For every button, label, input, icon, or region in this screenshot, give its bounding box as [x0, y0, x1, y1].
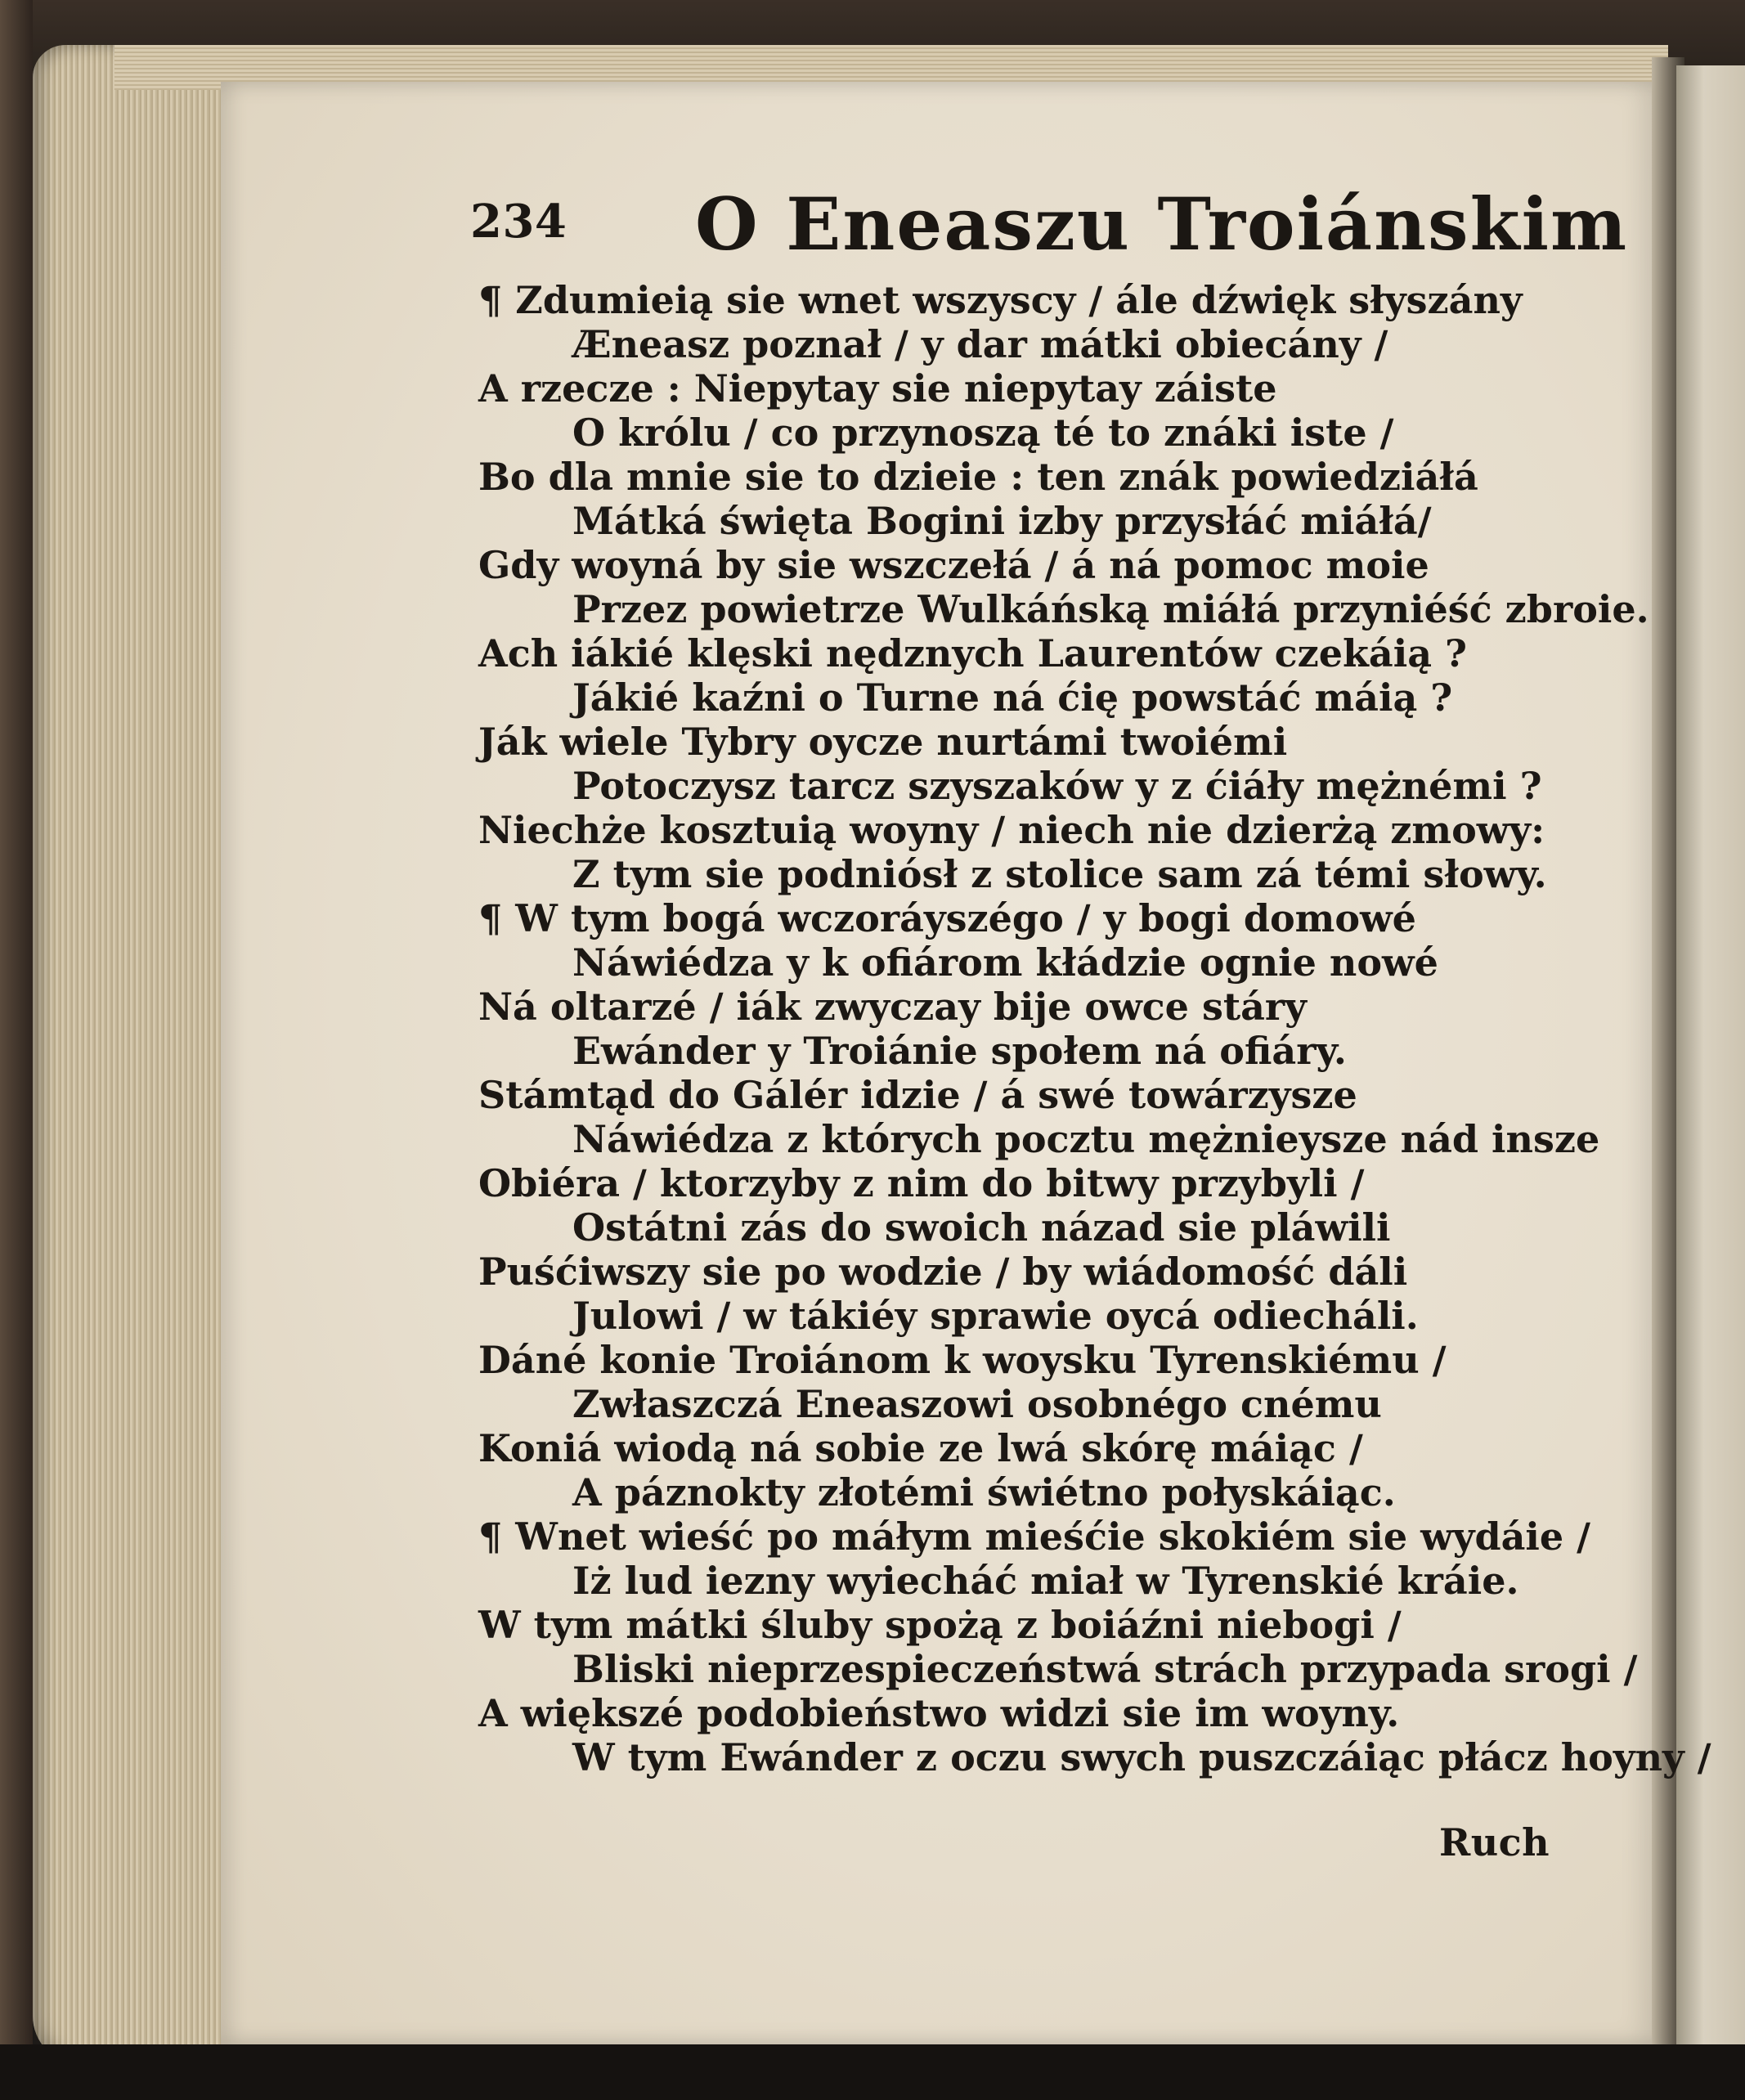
page-number: 234: [470, 195, 567, 249]
verse-line: A rzecze : Niepytay sie niepytay záiste: [478, 366, 1277, 411]
verse-line: Puśćiwszy sie po wodzie / by wiádomość dáli: [478, 1250, 1408, 1294]
verse-line: Koniá wiodą ná sobie ze lwá skórę máiąc /: [478, 1426, 1363, 1470]
verse-line: Náwiédza y k ofiárom kłádzie ognie nowé: [572, 940, 1438, 985]
verse-line: Ostátni zás do swoich názad sie pláwili: [572, 1205, 1391, 1250]
bottom-background: [0, 2044, 1745, 2100]
verse-line: Ach iákié klęski nędznych Laurentów czekáią ?: [478, 631, 1467, 675]
verse-line: ¶ Zdumieią sie wnet wszyscy / ále dźwięk słyszány: [478, 278, 1523, 322]
verse-line: Obiéra / ktorzyby z nim do bitwy przybyli /: [478, 1161, 1365, 1205]
verse-line: W tym mátki śluby spożą z boiáźni niebogi /: [478, 1603, 1402, 1647]
verse-line: Przez powietrze Wulkáńską miáłá przyniéść zbroie.: [572, 587, 1649, 631]
verse-line: Stámtąd do Gálér idzie / á swé towárzysze: [478, 1073, 1357, 1117]
verse-line: Ewánder y Troiánie społem ná ofiáry.: [572, 1029, 1347, 1073]
verse-line: Ná oltarzé / iák zwyczay bije owce stáry: [478, 985, 1307, 1029]
running-head: O Eneaszu Troiánskim: [695, 182, 1629, 267]
verse-line: Julowi / w tákiéy sprawie oycá odiecháli.: [572, 1294, 1419, 1338]
verse-line: W tym Ewánder z oczu swych puszczáiąc płácz hoyny /: [572, 1735, 1711, 1779]
verse-line: A páznokty złotémi świétno połyskáiąc.: [572, 1470, 1396, 1514]
verse-line: Gdy woyná by sie wszczełá / á ná pomoc moie: [478, 543, 1429, 587]
verse-line: Æneasz poznał / y dar mátki obiecány /: [572, 322, 1388, 366]
verse-line: Niechże kosztuią woyny / niech nie dzierżą zmowy:: [478, 808, 1545, 852]
verse-line: ¶ Wnet wieść po máłym mieśćie skokiém sie wydáie /: [478, 1514, 1590, 1559]
verse-line: A większé podobieństwo widzi sie im woyny.: [478, 1691, 1400, 1735]
verse-line: Bliski nieprzespieczeństwá strách przypada srogi /: [572, 1647, 1638, 1691]
verse-line: Dáné konie Troiánom k woysku Tyrenskiému /: [478, 1338, 1447, 1382]
verse-line: Jákié kaźni o Turne ná ćię powstáć máią ?: [572, 675, 1453, 720]
verse-line: Náwiédza z których pocztu mężnieysze nád insze: [572, 1117, 1600, 1161]
verse-line: Bo dla mnie sie to dzieie : ten znák powiedziáłá: [478, 455, 1478, 499]
verse-line: Mátká święta Bogini izby przysłáć miáłá/: [572, 499, 1432, 543]
verse-line: O królu / co przynoszą té to znáki iste /: [572, 411, 1394, 455]
verse-line: Iż lud iezny wyiecháć miał w Tyrenskié kráie.: [572, 1559, 1519, 1603]
page-edge-stack: [33, 45, 237, 2065]
verse-line: Ják wiele Tybry oycze nurtámi twoiémi: [478, 720, 1288, 764]
book-cover-edge: [0, 0, 33, 2100]
verse-line: ¶ W tym bogá wczoráyszégo / y bogi domowé: [478, 896, 1416, 940]
verse-line: Zwłaszczá Eneaszowi osobnégo cnému: [572, 1382, 1382, 1426]
verse-line: Potoczysz tarcz szyszaków y z ćiáły mężnémi ?: [572, 764, 1542, 808]
verse-line: Z tym sie podniósł z stolice sam zá témi słowy.: [572, 852, 1547, 896]
catchword: Ruch: [1439, 1820, 1550, 1864]
